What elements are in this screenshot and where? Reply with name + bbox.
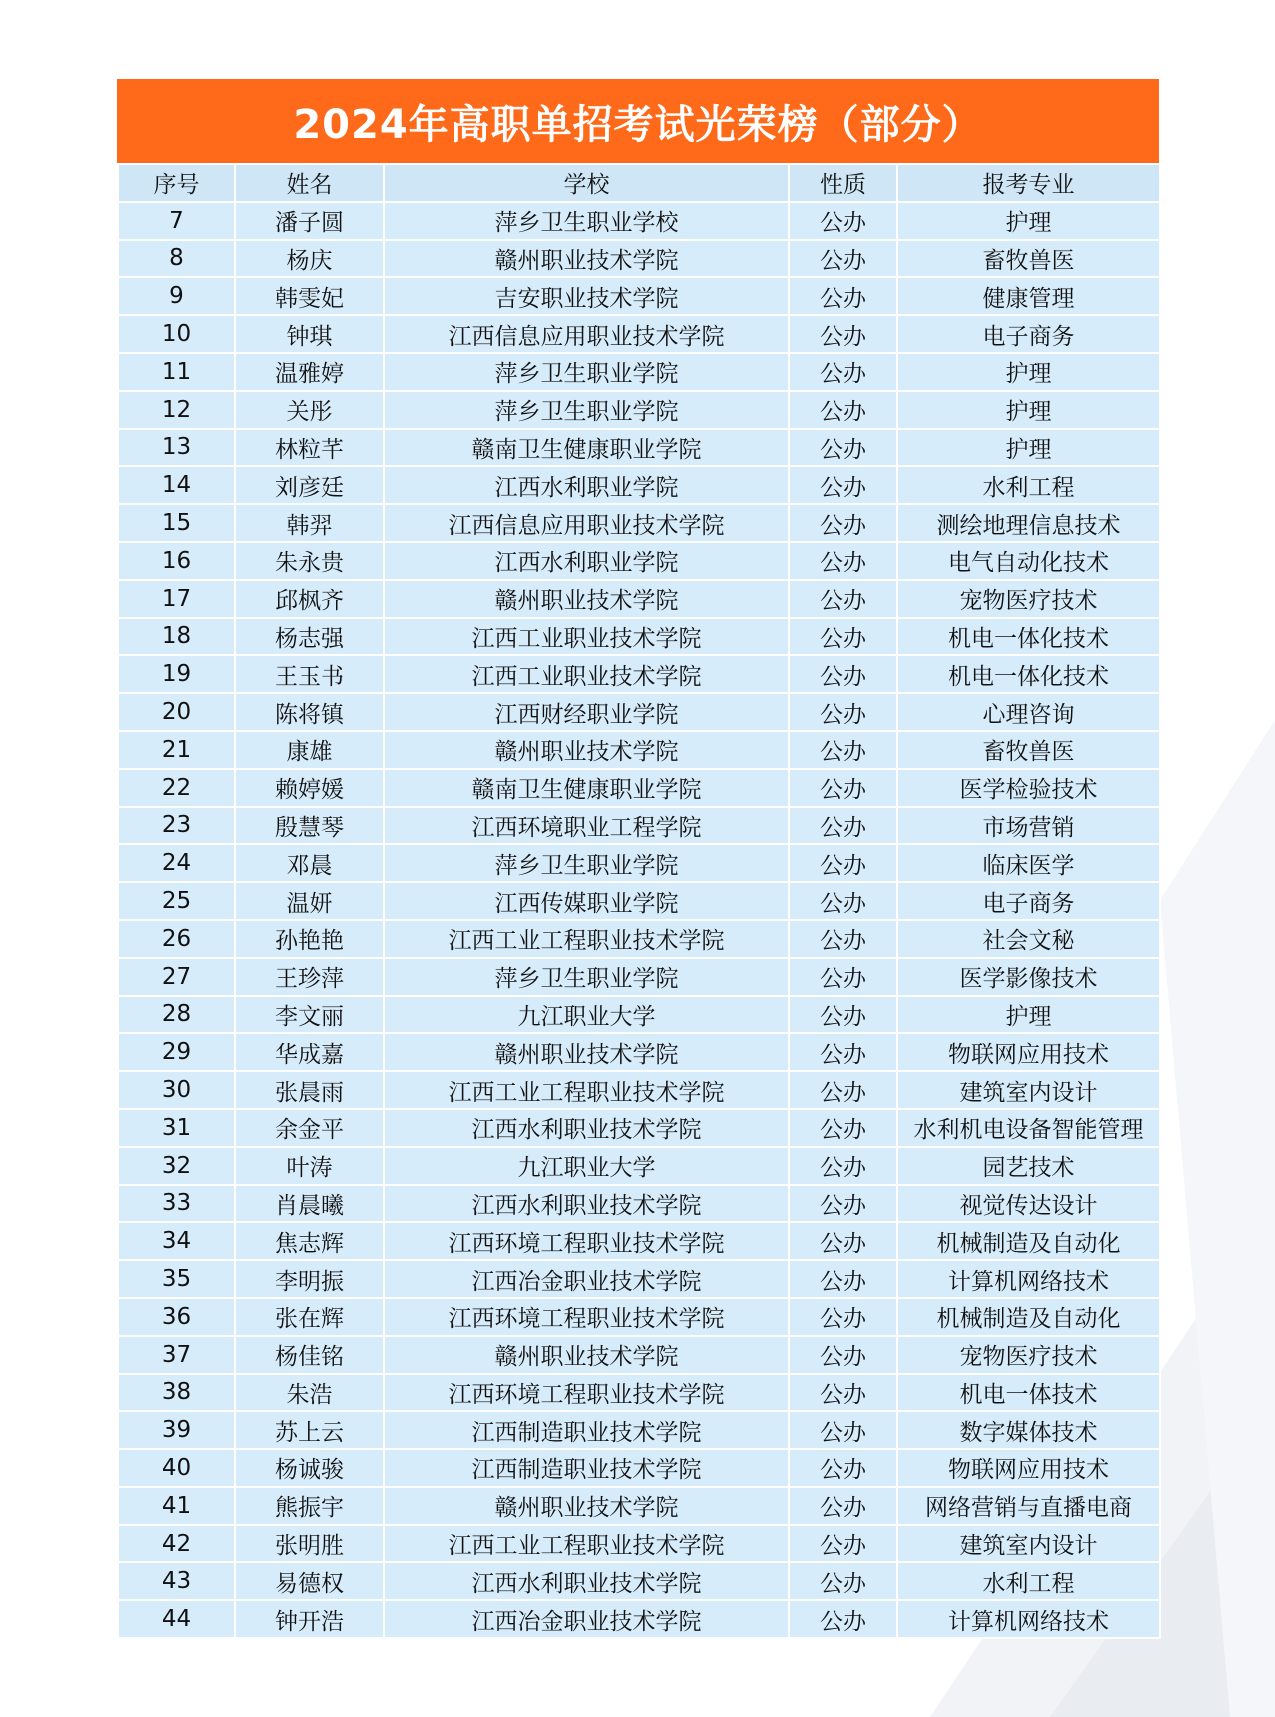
cell-type: 公办 — [789, 1033, 897, 1071]
cell-name: 朱永贵 — [235, 542, 384, 580]
cell-number: 34 — [118, 1222, 235, 1260]
table-row — [118, 1033, 1160, 1071]
cell-school: 江西信息应用职业技术学院 — [384, 315, 789, 353]
cell-name: 叶涛 — [235, 1147, 384, 1185]
cell-number: 36 — [118, 1298, 235, 1336]
cell-name: 刘彦廷 — [235, 466, 384, 504]
cell-number: 12 — [118, 391, 235, 429]
cell-school: 江西传媒职业学院 — [384, 882, 789, 920]
cell-name: 张在辉 — [235, 1298, 384, 1336]
cell-number: 33 — [118, 1185, 235, 1223]
cell-name: 李文丽 — [235, 996, 384, 1034]
cell-major: 护理 — [897, 391, 1160, 429]
cell-type: 公办 — [789, 1147, 897, 1185]
cell-school: 江西环境职业工程学院 — [384, 807, 789, 845]
cell-number: 17 — [118, 580, 235, 618]
cell-number: 41 — [118, 1487, 235, 1525]
cell-school: 江西冶金职业技术学院 — [384, 1600, 789, 1638]
cell-number: 28 — [118, 996, 235, 1034]
cell-major: 畜牧兽医 — [897, 731, 1160, 769]
table-row — [118, 731, 1160, 769]
cell-major: 园艺技术 — [897, 1147, 1160, 1185]
cell-major: 电气自动化技术 — [897, 542, 1160, 580]
cell-name: 关彤 — [235, 391, 384, 429]
cell-type: 公办 — [789, 844, 897, 882]
cell-number: 18 — [118, 618, 235, 656]
cell-major: 计算机网络技术 — [897, 1260, 1160, 1298]
cell-number: 27 — [118, 958, 235, 996]
cell-school: 吉安职业技术学院 — [384, 277, 789, 315]
table-row — [118, 1222, 1160, 1260]
table-row — [118, 1185, 1160, 1223]
cell-type: 公办 — [789, 807, 897, 845]
cell-school: 江西财经职业学院 — [384, 693, 789, 731]
cell-name: 钟琪 — [235, 315, 384, 353]
table-row — [118, 618, 1160, 656]
cell-type: 公办 — [789, 920, 897, 958]
cell-name: 朱浩 — [235, 1374, 384, 1412]
cell-number: 9 — [118, 277, 235, 315]
cell-major: 建筑室内设计 — [897, 1071, 1160, 1109]
cell-school: 萍乡卫生职业学校 — [384, 202, 789, 240]
cell-school: 九江职业大学 — [384, 996, 789, 1034]
cell-name: 温雅婷 — [235, 353, 384, 391]
cell-number: 21 — [118, 731, 235, 769]
cell-type: 公办 — [789, 466, 897, 504]
cell-type: 公办 — [789, 504, 897, 542]
cell-type: 公办 — [789, 1411, 897, 1449]
cell-number: 24 — [118, 844, 235, 882]
honor-board — [117, 79, 1159, 1639]
cell-number: 16 — [118, 542, 235, 580]
cell-major: 社会文秘 — [897, 920, 1160, 958]
cell-name: 杨佳铭 — [235, 1336, 384, 1374]
cell-name: 邓晨 — [235, 844, 384, 882]
cell-type: 公办 — [789, 1562, 897, 1600]
cell-type: 公办 — [789, 996, 897, 1034]
cell-number: 20 — [118, 693, 235, 731]
cell-name: 温妍 — [235, 882, 384, 920]
cell-school: 江西水利职业学院 — [384, 466, 789, 504]
cell-name: 潘子圆 — [235, 202, 384, 240]
table-row — [118, 504, 1160, 542]
cell-school: 江西水利职业技术学院 — [384, 1109, 789, 1147]
cell-type: 公办 — [789, 353, 897, 391]
table-row — [118, 958, 1160, 996]
table-row — [118, 353, 1160, 391]
cell-number: 8 — [118, 240, 235, 278]
cell-major: 水利机电设备智能管理 — [897, 1109, 1160, 1147]
honor-table — [117, 163, 1161, 1639]
table-row — [118, 1487, 1160, 1525]
cell-name: 杨志强 — [235, 618, 384, 656]
cell-name: 陈将镇 — [235, 693, 384, 731]
table-row — [118, 542, 1160, 580]
cell-type: 公办 — [789, 240, 897, 278]
cell-name: 韩雯妃 — [235, 277, 384, 315]
cell-major: 物联网应用技术 — [897, 1449, 1160, 1487]
table-header-row — [118, 164, 1160, 202]
cell-major: 视觉传达设计 — [897, 1185, 1160, 1223]
cell-number: 35 — [118, 1260, 235, 1298]
cell-major: 测绘地理信息技术 — [897, 504, 1160, 542]
cell-name: 张明胜 — [235, 1525, 384, 1563]
cell-major: 心理咨询 — [897, 693, 1160, 731]
cell-school: 江西水利职业学院 — [384, 542, 789, 580]
cell-type: 公办 — [789, 1298, 897, 1336]
table-row — [118, 315, 1160, 353]
table-row — [118, 277, 1160, 315]
table-row — [118, 807, 1160, 845]
column-header-school: 学校 — [384, 164, 789, 202]
cell-name: 钟开浩 — [235, 1600, 384, 1638]
cell-type: 公办 — [789, 1222, 897, 1260]
cell-number: 26 — [118, 920, 235, 958]
table-row — [118, 655, 1160, 693]
cell-type: 公办 — [789, 958, 897, 996]
cell-type: 公办 — [789, 693, 897, 731]
cell-major: 护理 — [897, 996, 1160, 1034]
cell-school: 萍乡卫生职业学院 — [384, 353, 789, 391]
cell-school: 赣州职业技术学院 — [384, 731, 789, 769]
cell-number: 23 — [118, 807, 235, 845]
cell-type: 公办 — [789, 1336, 897, 1374]
cell-name: 殷慧琴 — [235, 807, 384, 845]
cell-name: 焦志辉 — [235, 1222, 384, 1260]
cell-number: 37 — [118, 1336, 235, 1374]
cell-name: 张晨雨 — [235, 1071, 384, 1109]
cell-name: 杨诚骏 — [235, 1449, 384, 1487]
column-header-name: 姓名 — [235, 164, 384, 202]
table-row — [118, 1260, 1160, 1298]
cell-number: 11 — [118, 353, 235, 391]
column-header-number: 序号 — [118, 164, 235, 202]
cell-number: 44 — [118, 1600, 235, 1638]
cell-school: 九江职业大学 — [384, 1147, 789, 1185]
cell-number: 14 — [118, 466, 235, 504]
column-header-major: 报考专业 — [897, 164, 1160, 202]
cell-type: 公办 — [789, 1487, 897, 1525]
table-row — [118, 1449, 1160, 1487]
cell-school: 萍乡卫生职业学院 — [384, 391, 789, 429]
cell-number: 22 — [118, 769, 235, 807]
cell-name: 杨庆 — [235, 240, 384, 278]
cell-school: 赣州职业技术学院 — [384, 240, 789, 278]
cell-major: 机械制造及自动化 — [897, 1222, 1160, 1260]
cell-major: 宠物医疗技术 — [897, 580, 1160, 618]
cell-name: 熊振宇 — [235, 1487, 384, 1525]
cell-major: 计算机网络技术 — [897, 1600, 1160, 1638]
cell-type: 公办 — [789, 882, 897, 920]
cell-major: 临床医学 — [897, 844, 1160, 882]
cell-major: 健康管理 — [897, 277, 1160, 315]
cell-name: 华成嘉 — [235, 1033, 384, 1071]
cell-number: 15 — [118, 504, 235, 542]
cell-school: 赣州职业技术学院 — [384, 1033, 789, 1071]
cell-major: 宠物医疗技术 — [897, 1336, 1160, 1374]
column-header-type: 性质 — [789, 164, 897, 202]
cell-number: 13 — [118, 429, 235, 467]
table-row — [118, 1336, 1160, 1374]
cell-major: 医学检验技术 — [897, 769, 1160, 807]
cell-major: 护理 — [897, 353, 1160, 391]
cell-name: 王玉书 — [235, 655, 384, 693]
cell-major: 数字媒体技术 — [897, 1411, 1160, 1449]
cell-school: 江西环境工程职业技术学院 — [384, 1222, 789, 1260]
cell-type: 公办 — [789, 731, 897, 769]
cell-type: 公办 — [789, 277, 897, 315]
cell-school: 江西环境工程职业技术学院 — [384, 1374, 789, 1412]
table-row — [118, 769, 1160, 807]
cell-name: 孙艳艳 — [235, 920, 384, 958]
cell-major: 市场营销 — [897, 807, 1160, 845]
cell-major: 电子商务 — [897, 882, 1160, 920]
table-row — [118, 1374, 1160, 1412]
cell-type: 公办 — [789, 1374, 897, 1412]
cell-type: 公办 — [789, 580, 897, 618]
table-row — [118, 1071, 1160, 1109]
cell-major: 机电一体技术 — [897, 1374, 1160, 1412]
page-title: 2024年高职单招考试光荣榜（部分） — [117, 79, 1159, 163]
cell-school: 江西工业工程职业技术学院 — [384, 1525, 789, 1563]
cell-name: 李明振 — [235, 1260, 384, 1298]
cell-major: 医学影像技术 — [897, 958, 1160, 996]
cell-type: 公办 — [789, 202, 897, 240]
cell-school: 江西冶金职业技术学院 — [384, 1260, 789, 1298]
cell-school: 江西水利职业技术学院 — [384, 1562, 789, 1600]
cell-name: 王珍萍 — [235, 958, 384, 996]
cell-name: 易德权 — [235, 1562, 384, 1600]
cell-name: 余金平 — [235, 1109, 384, 1147]
cell-number: 39 — [118, 1411, 235, 1449]
cell-school: 赣州职业技术学院 — [384, 580, 789, 618]
table-row — [118, 391, 1160, 429]
cell-school: 萍乡卫生职业学院 — [384, 958, 789, 996]
cell-name: 林粒芊 — [235, 429, 384, 467]
cell-type: 公办 — [789, 1260, 897, 1298]
cell-major: 机械制造及自动化 — [897, 1298, 1160, 1336]
cell-type: 公办 — [789, 1185, 897, 1223]
cell-type: 公办 — [789, 769, 897, 807]
cell-number: 10 — [118, 315, 235, 353]
cell-school: 江西制造职业技术学院 — [384, 1449, 789, 1487]
cell-major: 电子商务 — [897, 315, 1160, 353]
table-row — [118, 429, 1160, 467]
cell-number: 29 — [118, 1033, 235, 1071]
cell-type: 公办 — [789, 1600, 897, 1638]
cell-type: 公办 — [789, 1071, 897, 1109]
cell-number: 43 — [118, 1562, 235, 1600]
table-row — [118, 1525, 1160, 1563]
cell-number: 7 — [118, 202, 235, 240]
cell-type: 公办 — [789, 618, 897, 656]
table-row — [118, 920, 1160, 958]
cell-type: 公办 — [789, 315, 897, 353]
cell-school: 江西工业工程职业技术学院 — [384, 920, 789, 958]
cell-type: 公办 — [789, 429, 897, 467]
cell-major: 畜牧兽医 — [897, 240, 1160, 278]
cell-school: 赣州职业技术学院 — [384, 1336, 789, 1374]
cell-major: 护理 — [897, 429, 1160, 467]
cell-major: 水利工程 — [897, 1562, 1160, 1600]
cell-school: 江西工业职业技术学院 — [384, 655, 789, 693]
table-row — [118, 1147, 1160, 1185]
table-row — [118, 240, 1160, 278]
table-row — [118, 466, 1160, 504]
cell-number: 31 — [118, 1109, 235, 1147]
cell-school: 赣南卫生健康职业学院 — [384, 429, 789, 467]
cell-number: 38 — [118, 1374, 235, 1412]
table-row — [118, 693, 1160, 731]
cell-number: 32 — [118, 1147, 235, 1185]
cell-type: 公办 — [789, 1109, 897, 1147]
cell-number: 25 — [118, 882, 235, 920]
cell-major: 水利工程 — [897, 466, 1160, 504]
cell-school: 江西工业职业技术学院 — [384, 618, 789, 656]
cell-school: 江西工业工程职业技术学院 — [384, 1071, 789, 1109]
table-body — [118, 202, 1160, 1638]
cell-school: 赣州职业技术学院 — [384, 1487, 789, 1525]
table-row — [118, 1298, 1160, 1336]
cell-major: 物联网应用技术 — [897, 1033, 1160, 1071]
table-row — [118, 996, 1160, 1034]
cell-major: 网络营销与直播电商 — [897, 1487, 1160, 1525]
cell-name: 苏上云 — [235, 1411, 384, 1449]
cell-name: 赖婷媛 — [235, 769, 384, 807]
table-row — [118, 1109, 1160, 1147]
cell-type: 公办 — [789, 655, 897, 693]
cell-school: 赣南卫生健康职业学院 — [384, 769, 789, 807]
cell-major: 机电一体化技术 — [897, 618, 1160, 656]
table-row — [118, 1600, 1160, 1638]
cell-name: 韩羿 — [235, 504, 384, 542]
cell-name: 邱枫齐 — [235, 580, 384, 618]
cell-school: 江西水利职业技术学院 — [384, 1185, 789, 1223]
table-row — [118, 844, 1160, 882]
cell-type: 公办 — [789, 542, 897, 580]
cell-number: 30 — [118, 1071, 235, 1109]
cell-major: 建筑室内设计 — [897, 1525, 1160, 1563]
cell-school: 萍乡卫生职业学院 — [384, 844, 789, 882]
table-row — [118, 202, 1160, 240]
cell-name: 康雄 — [235, 731, 384, 769]
cell-number: 42 — [118, 1525, 235, 1563]
cell-major: 护理 — [897, 202, 1160, 240]
cell-type: 公办 — [789, 1525, 897, 1563]
table-row — [118, 1411, 1160, 1449]
cell-major: 机电一体化技术 — [897, 655, 1160, 693]
cell-school: 江西制造职业技术学院 — [384, 1411, 789, 1449]
cell-school: 江西信息应用职业技术学院 — [384, 504, 789, 542]
cell-number: 19 — [118, 655, 235, 693]
cell-name: 肖晨曦 — [235, 1185, 384, 1223]
cell-type: 公办 — [789, 391, 897, 429]
cell-number: 40 — [118, 1449, 235, 1487]
table-row — [118, 1562, 1160, 1600]
cell-school: 江西环境工程职业技术学院 — [384, 1298, 789, 1336]
cell-type: 公办 — [789, 1449, 897, 1487]
table-row — [118, 882, 1160, 920]
table-row — [118, 580, 1160, 618]
